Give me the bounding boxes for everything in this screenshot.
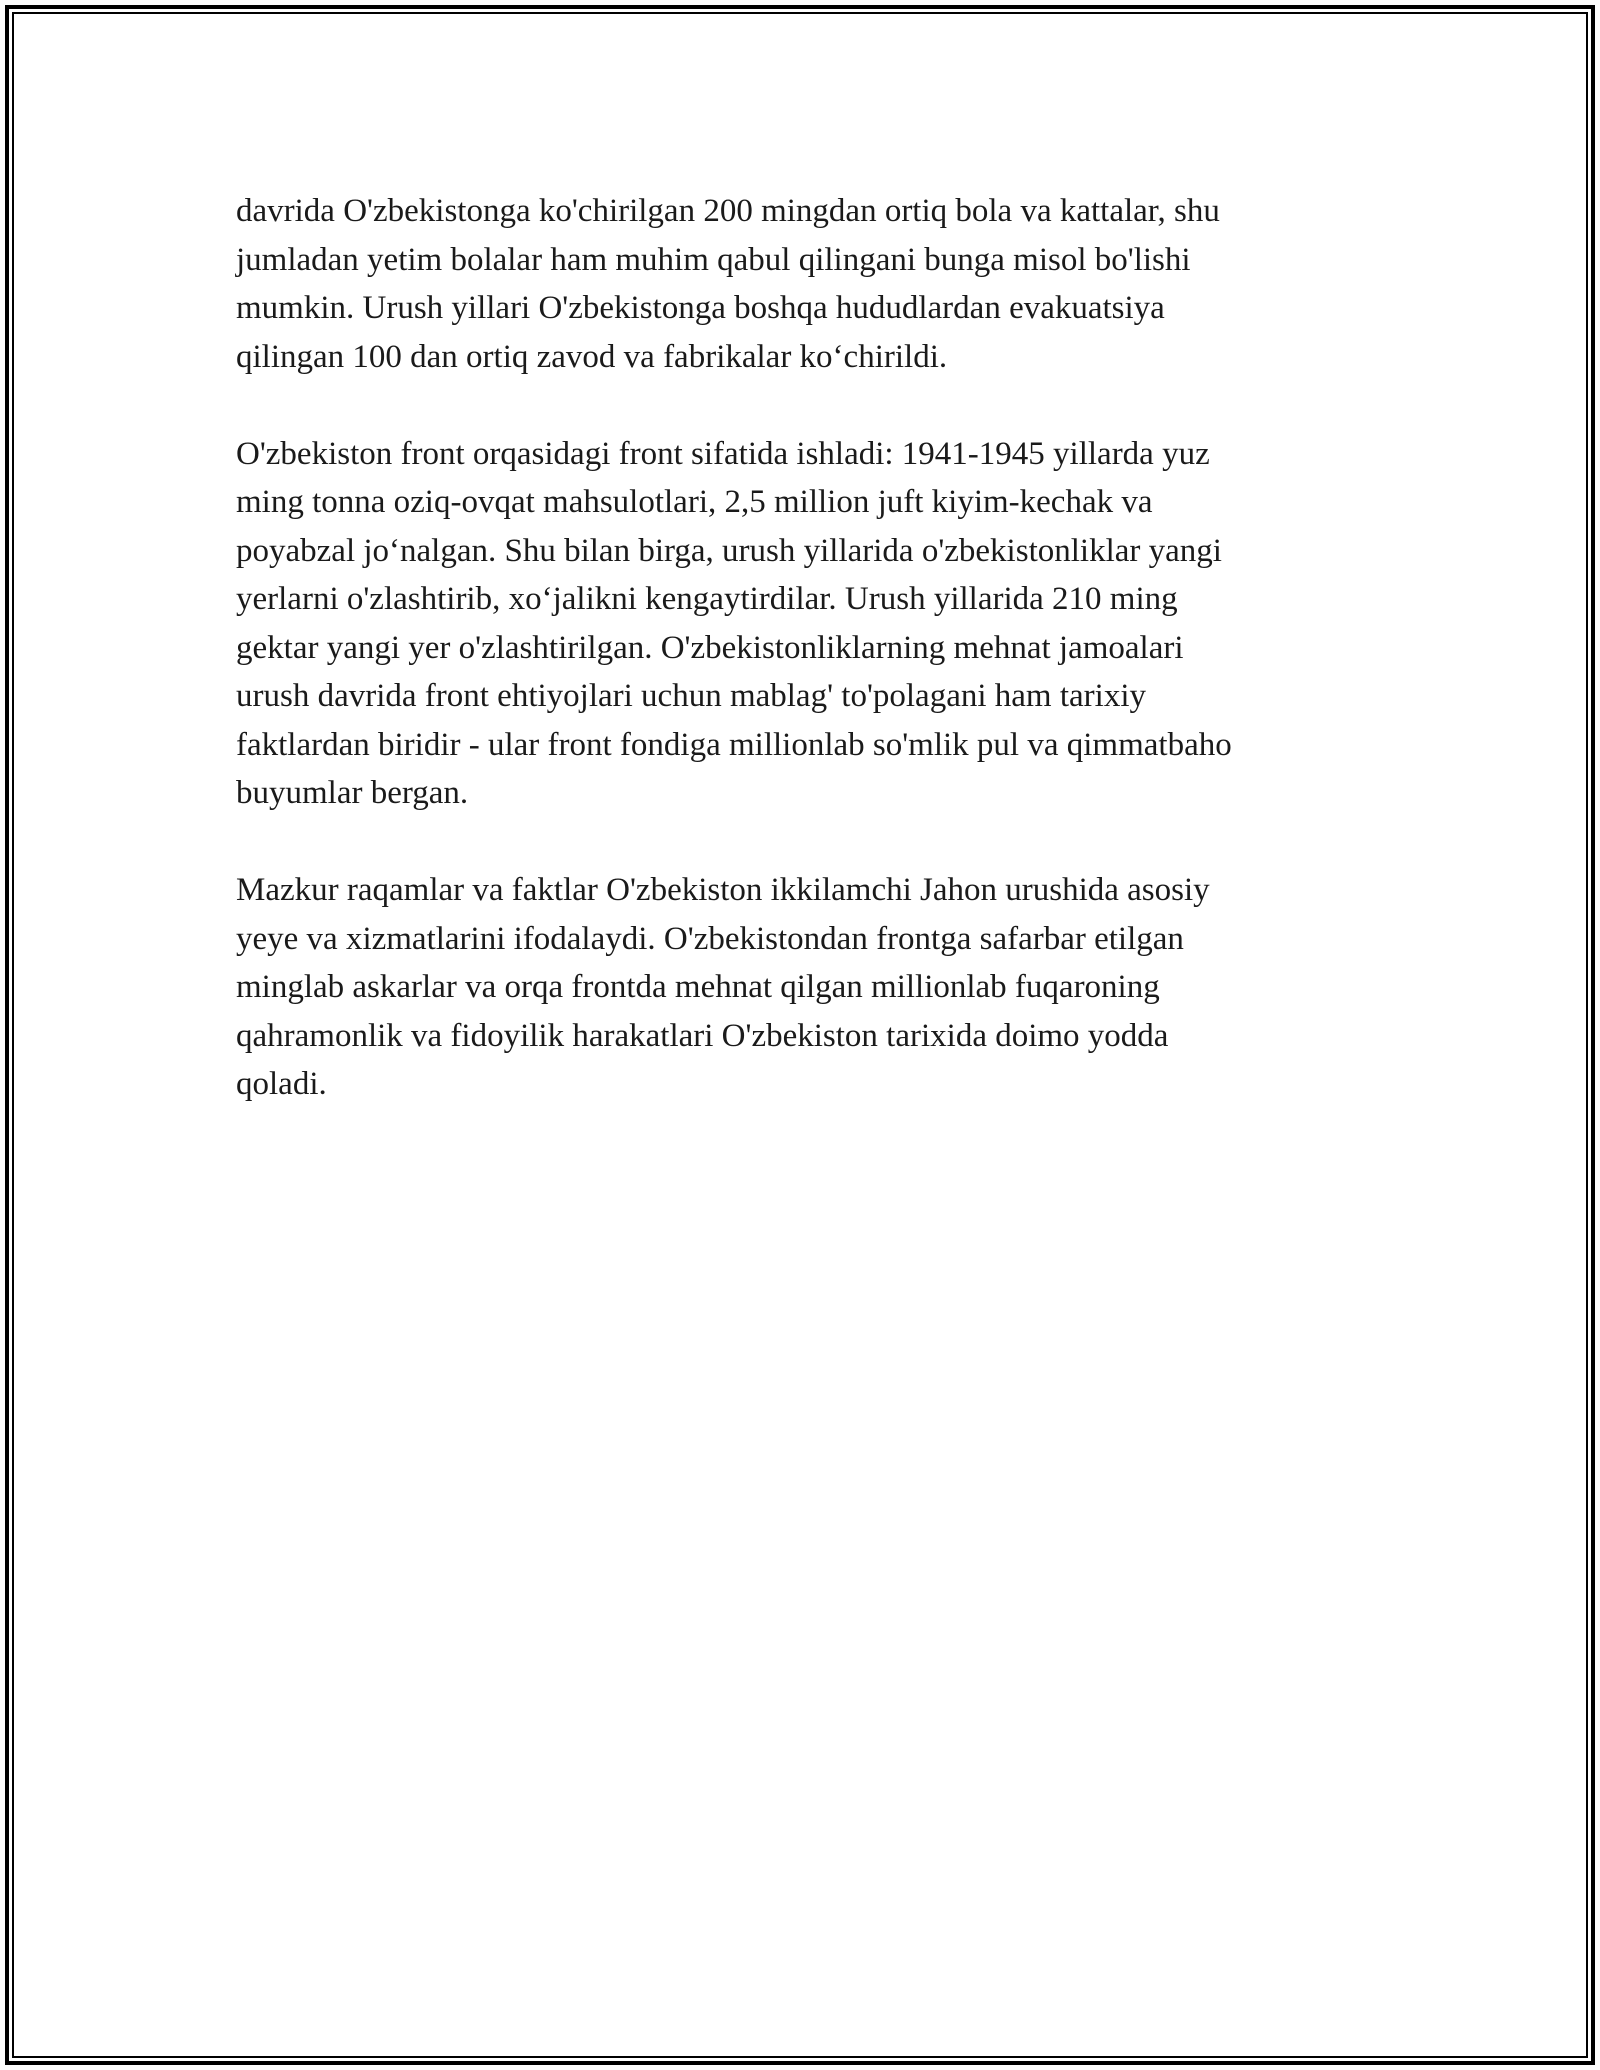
text-line: davrida O'zbekistonga ko'chirilgan 200 mingdan ortiq bola va kattalar, shu: [236, 193, 1220, 229]
paragraph-1: [236, 187, 1376, 381]
text-line: qoladi.: [236, 1066, 327, 1102]
text-line: ming tonna oziq-ovqat mahsulotlari, 2,5 million juft kiyim-kechak va: [236, 484, 1153, 520]
text-line: Mazkur raqamlar va faktlar O'zbekiston ikkilamchi Jahon urushida asosiy: [236, 872, 1210, 908]
text-line: O'zbekiston front orqasidagi front sifatida ishladi: 1941-1945 yillarda yuz: [236, 435, 1210, 472]
text-line: yeye va xizmatlarini ifodalaydi. O'zbekistondan frontga safarbar etilgan: [236, 920, 1184, 957]
text-line: gektar yangi yer o'zlashtirilgan. O'zbekistonliklarning mehnat jamoalari: [236, 629, 1184, 666]
text-line: faktlardan biridir - ular front fondiga millionlab so'mlik pul va qimmatbaho: [236, 726, 1232, 763]
text-line: buyumlar bergan.: [236, 775, 469, 811]
text-line: poyabzal jo‘nalgan. Shu bilan birga, urush yillarida o'zbekistonliklar yangi: [236, 532, 1222, 569]
text-line: urush davrida front ehtiyojlari uchun mablag' to'polagani ham tarixiy: [236, 678, 1146, 714]
text-line: yerlarni o'zlashtirib, xo‘jalikni kengaytirdilar. Urush yillarida 210 ming: [236, 581, 1178, 617]
paragraph-3: [236, 866, 1376, 1109]
text-line: jumladan yetim bolalar ham muhim qabul qilingani bunga misol bo'lishi: [236, 241, 1191, 278]
text-line: qilingan 100 dan ortiq zavod va fabrikalar ko‘chirildi.: [236, 338, 948, 375]
paragraph-2: [236, 430, 1376, 818]
document-body: [236, 187, 1376, 1157]
text-line: minglab askarlar va orqa frontda mehnat qilgan millionlab fuqaroning: [236, 969, 1160, 1005]
text-line: qahramonlik va fidoyilik harakatlari O'zbekiston tarixida doimo yodda: [236, 1017, 1169, 1054]
text-line: mumkin. Urush yillari O'zbekistonga boshqa hududlardan evakuatsiya: [236, 290, 1165, 326]
